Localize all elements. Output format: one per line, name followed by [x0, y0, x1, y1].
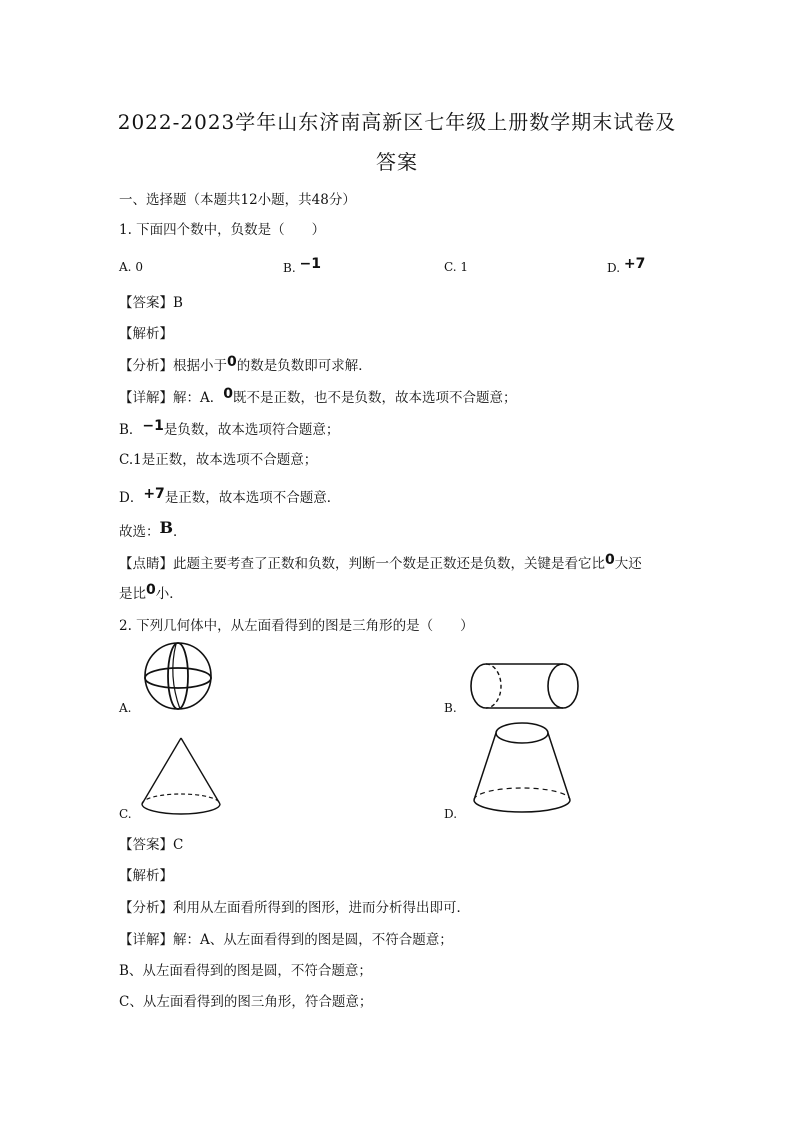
q2-analysis-tag: 【解析】 — [119, 868, 173, 884]
q1-line-d-text: 是正数，故本选项不合题意． — [164, 490, 341, 506]
q1-option-d — [607, 256, 646, 276]
q2-option-d-letter: D. — [444, 807, 458, 821]
q1-comment-text-d: 小． — [155, 586, 183, 602]
q1-line-c: C.1是正数，故本选项不合题意； — [119, 452, 318, 468]
q1-option-a-value: 0 — [135, 260, 143, 274]
q1-answer: 【答案】B — [119, 295, 183, 311]
q1-option-b-letter: B. — [283, 261, 296, 275]
q1-choice — [119, 520, 187, 540]
q1-line-d-math: +7 — [143, 486, 165, 502]
q2-detail: 【详解】解：A、从左面看得到的图是圆，不符合题意； — [119, 932, 453, 948]
q2-line-b: B、从左面看得到的图是圆，不符合题意； — [119, 963, 372, 979]
q2-answer: 【答案】C — [119, 837, 184, 853]
q1-comment-line1 — [119, 552, 642, 572]
q1-detail-zero: 0 — [223, 386, 233, 402]
q1-option-c-value: 1 — [460, 260, 469, 274]
q1-choice-end: ． — [173, 524, 187, 540]
q1-option-d-value: +7 — [623, 256, 646, 272]
sphere-figure — [138, 640, 218, 716]
q1-comment-text-b: 大还 — [614, 556, 642, 572]
document-title-line2: 答案 — [376, 150, 418, 174]
q2-line-c: C、从左面看得到的图三角形，符合题意； — [119, 994, 373, 1010]
q1-fenxi-text-b: 的数是负数即可求解． — [236, 358, 372, 374]
document-title-line1: 2022-2023学年山东济南高新区七年级上册数学期末试卷及 — [117, 110, 677, 134]
q2-option-c-letter: C. — [119, 807, 132, 821]
question-2-stem: 2. 下列几何体中，从左面看得到的图是三角形的是（ ） — [119, 618, 474, 634]
q1-choice-math: B — [159, 518, 174, 537]
q2-option-b-letter: B. — [444, 701, 457, 715]
q1-detail — [119, 386, 517, 406]
q1-line-d — [119, 486, 340, 506]
q1-option-b-value: −1 — [299, 256, 321, 272]
q1-comment-text-c: 是比 — [119, 586, 146, 602]
cylinder-figure — [466, 660, 584, 712]
section-heading: 一、选择题（本题共12小题，共48分） — [119, 192, 356, 208]
q1-detail-text-b: 既不是正数，也不是负数，故本选项不合题意； — [233, 390, 517, 406]
q1-comment-zero2: 0 — [146, 582, 156, 598]
q1-comment-zero1: 0 — [605, 552, 615, 568]
question-1-stem: 1. 下面四个数中，负数是（ ） — [119, 222, 326, 238]
q1-choice-prefix: 故选： — [119, 524, 160, 540]
q2-option-a-letter: A. — [119, 701, 132, 715]
q1-line-b — [119, 418, 339, 438]
q1-comment-text-a: 【点睛】此题主要考查了正数和负数，判断一个数是正数还是负数，关键是看它比 — [119, 556, 605, 572]
q1-option-a — [119, 260, 143, 274]
q1-line-b-math: −1 — [142, 418, 164, 434]
q1-comment-line2 — [119, 582, 183, 602]
q1-fenxi-text-a: 【分析】根据小于 — [119, 358, 227, 374]
cone-figure — [138, 734, 224, 818]
q1-line-b-prefix: B． — [119, 422, 143, 438]
q1-option-a-letter: A. — [119, 260, 132, 274]
q1-detail-text-a: 【详解】解：A． — [119, 390, 224, 406]
q1-option-c — [444, 260, 468, 274]
q1-line-b-text: 是负数，故本选项符合题意； — [163, 422, 340, 438]
q1-option-c-letter: C. — [444, 260, 457, 274]
q1-line-d-prefix: D． — [119, 490, 144, 506]
q1-fenxi — [119, 354, 372, 374]
q1-fenxi-zero: 0 — [227, 354, 237, 370]
q1-option-d-letter: D. — [607, 261, 621, 275]
q1-option-b — [283, 256, 321, 276]
q1-analysis-tag: 【解析】 — [119, 326, 173, 342]
frustum-figure — [470, 718, 574, 814]
q2-fenxi: 【分析】利用从左面看所得到的图形，进而分析得出即可． — [119, 900, 470, 916]
